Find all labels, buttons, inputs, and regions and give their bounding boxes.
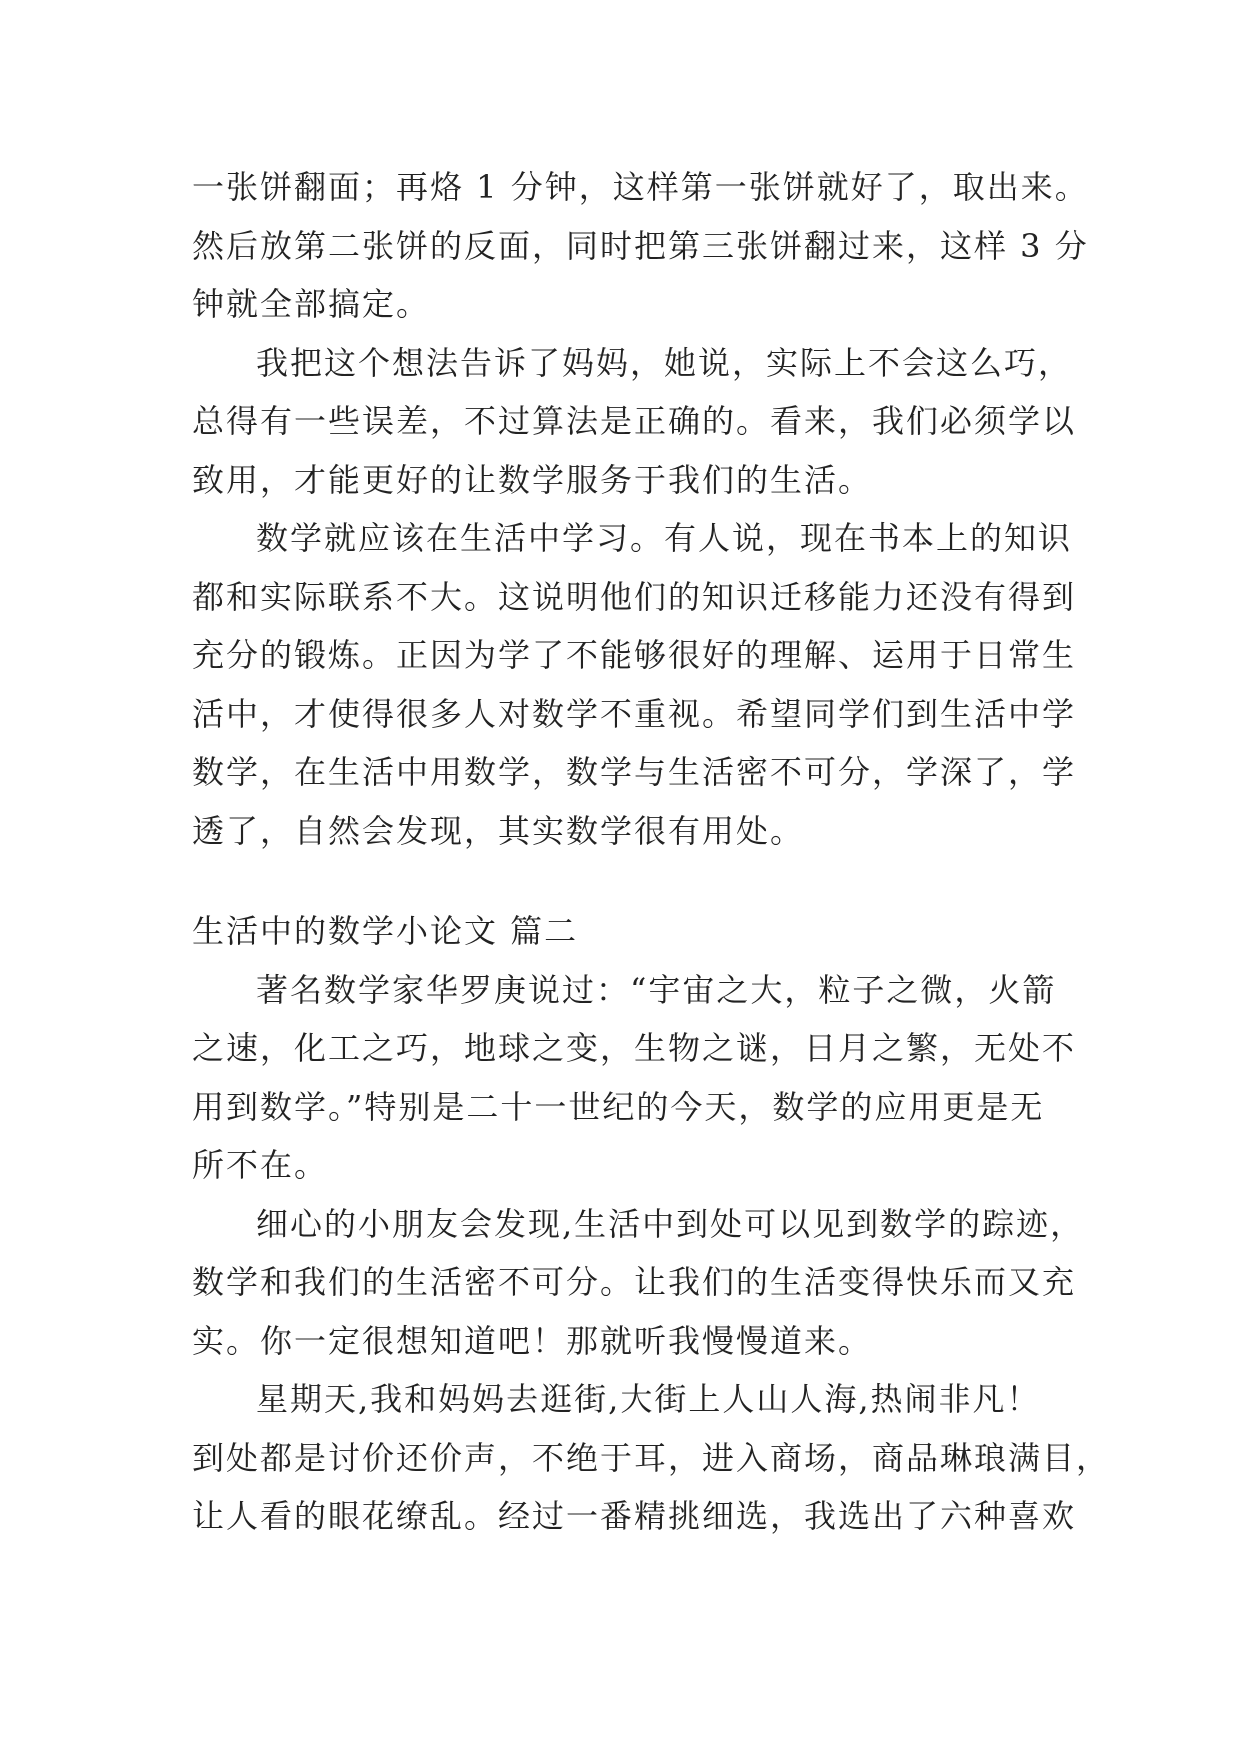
text-line: 实。你一定很想知道吧！那就听我慢慢道来。: [192, 1321, 873, 1360]
paragraph: [192, 509, 1077, 860]
text-line: 致用，才能更好的让数学服务于我们的生活。: [192, 460, 873, 499]
text-line: 让人看的眼花缭乱。经过一番精挑细选，我选出了六种喜欢: [192, 1497, 1077, 1535]
text-line: 都和实际联系不大。这说明他们的知识迁移能力还没有得到: [192, 577, 1077, 616]
text-line: 一张饼翻面；再烙 1 分钟，这样第一张饼就好了，取出来。: [192, 168, 1089, 206]
text-line: 然后放第二张饼的反面，同时把第三张饼翻过来，这样 3 分: [192, 226, 1089, 265]
text-line: 数学，在生活中用数学，数学与生活密不可分，学深了，学: [192, 753, 1077, 791]
text-line: 之速，化工之巧，地球之变，生物之谜，日月之繁，无处不: [192, 1029, 1077, 1067]
text-line: 数学就应该在生活中学习。有人说，现在书本上的知识: [256, 519, 1073, 557]
document-body: [192, 158, 1111, 1546]
text-line: 数学和我们的生活密不可分。让我们的生活变得快乐而又充: [192, 1263, 1077, 1301]
paragraph: [192, 961, 1077, 1195]
text-line: 用到数学。”特别是二十一世纪的今天，数学的应用更是无: [192, 1087, 1045, 1126]
section-heading: 生活中的数学小论文 篇二: [192, 912, 579, 950]
text-line: 充分的锻炼。正因为学了不能够很好的理解、运用于日常生: [192, 636, 1077, 674]
text-line: 钟就全部搞定。: [192, 285, 431, 323]
text-line: 透了，自然会发现，其实数学很有用处。: [192, 811, 805, 850]
text-line: 著名数学家华罗庚说过：“宇宙之大，粒子之微，火箭: [256, 970, 1057, 1009]
text-line: 总得有一些误差，不过算法是正确的。看来，我们必须学以: [192, 402, 1077, 440]
paragraph: [192, 1370, 1111, 1546]
text-line: 活中，才使得很多人对数学不重视。希望同学们到生活中学: [192, 694, 1077, 733]
text-line: 细心的小朋友会发现,生活中到处可以见到数学的踪迹，: [256, 1204, 1085, 1243]
paragraph: [192, 158, 1089, 334]
text-line: 星期天,我和妈妈去逛街,大街上人山人海,热闹非凡！: [256, 1380, 1041, 1418]
text-line: 我把这个想法告诉了妈妈，她说，实际上不会这么巧，: [256, 343, 1073, 382]
paragraph: [192, 334, 1077, 510]
text-line: 到处都是讨价还价声，不绝于耳，进入商场，商品琳琅满目，: [192, 1438, 1111, 1477]
paragraph: [192, 1195, 1085, 1371]
text-line: 所不在。: [192, 1146, 329, 1184]
section-gap: [192, 860, 1072, 902]
